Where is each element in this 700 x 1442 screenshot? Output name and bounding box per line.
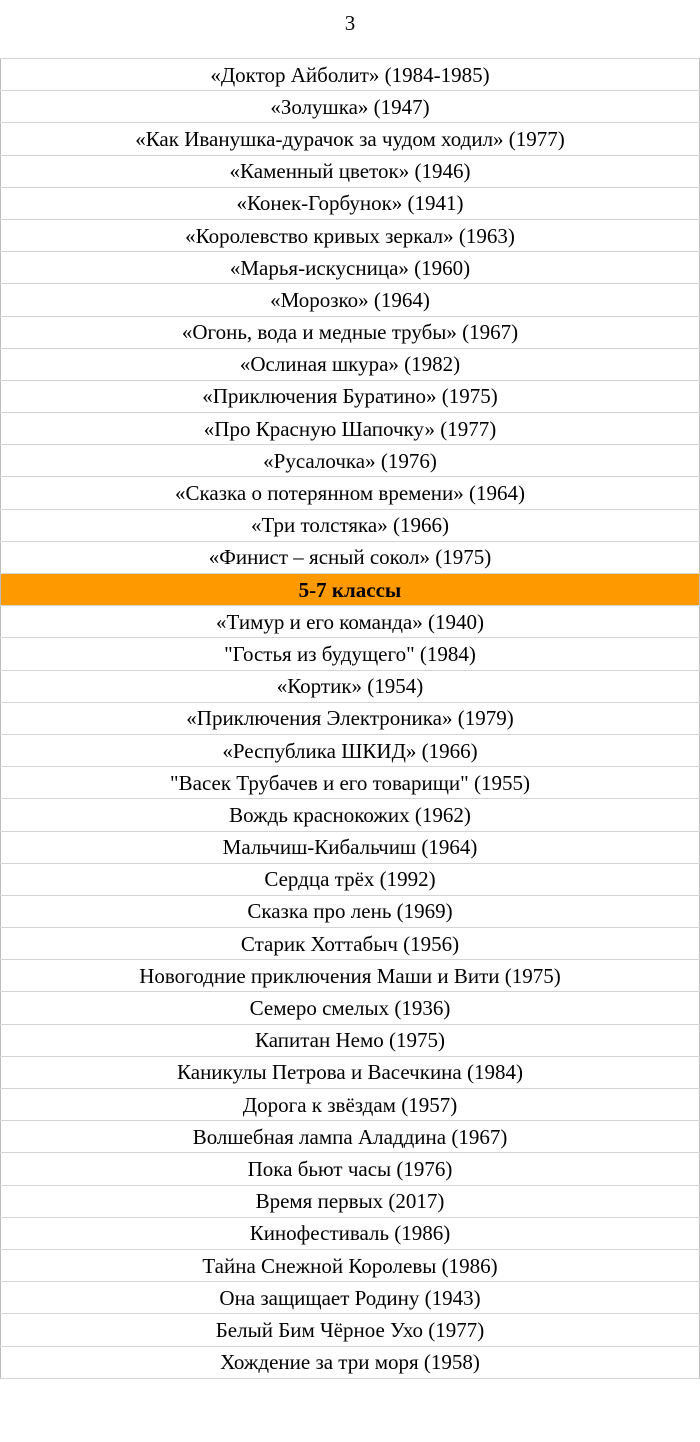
page-number: 3: [344, 11, 356, 35]
film-title-cell: «Кортик» (1954): [1, 670, 700, 702]
film-title-cell: Каникулы Петрова и Васечкина (1984): [1, 1056, 700, 1088]
table-row: [1, 1217, 700, 1249]
film-title-cell: Тайна Снежной Королевы (1986): [1, 1249, 700, 1281]
table-row: [1, 1153, 700, 1185]
film-title-cell: «Каменный цветок» (1946): [1, 155, 700, 187]
film-title-cell: «Ослиная шкура» (1982): [1, 348, 700, 380]
film-title-cell: «Приключения Электроника» (1979): [1, 702, 700, 734]
table-row: [1, 187, 700, 219]
film-title-cell: «Как Иванушка-дурачок за чудом ходил» (1977): [1, 123, 700, 155]
table-row: [1, 895, 700, 927]
film-title-cell: Мальчиш-Кибальчиш (1964): [1, 831, 700, 863]
table-row: [1, 123, 700, 155]
film-title-cell: Она защищает Родину (1943): [1, 1282, 700, 1314]
table-row: [1, 1121, 700, 1153]
table-row: [1, 316, 700, 348]
table-row: [1, 863, 700, 895]
film-title-cell: «Русалочка» (1976): [1, 445, 700, 477]
film-title-cell: «Три толстяка» (1966): [1, 509, 700, 541]
film-title-cell: «Приключения Буратино» (1975): [1, 380, 700, 412]
film-title-cell: «Золушка» (1947): [1, 91, 700, 123]
table-row: [1, 445, 700, 477]
table-row: [1, 413, 700, 445]
table-row: [1, 219, 700, 251]
film-title-cell: «Марья-искусница» (1960): [1, 252, 700, 284]
film-title-cell: «Тимур и его команда» (1940): [1, 606, 700, 638]
table-row: [1, 348, 700, 380]
film-title-cell: Новогодние приключения Маши и Вити (1975): [1, 960, 700, 992]
film-title-cell: "Гостья из будущего" (1984): [1, 638, 700, 670]
film-title-cell: Хождение за три моря (1958): [1, 1346, 700, 1378]
film-title-cell: Белый Бим Чёрное Ухо (1977): [1, 1314, 700, 1346]
table-row: [1, 734, 700, 766]
film-title-cell: «Королевство кривых зеркал» (1963): [1, 219, 700, 251]
table-row: [1, 1314, 700, 1346]
film-title-cell: Сказка про лень (1969): [1, 895, 700, 927]
table-row: [1, 1249, 700, 1281]
film-title-cell: Время первых (2017): [1, 1185, 700, 1217]
film-title-cell: «Огонь, вода и медные трубы» (1967): [1, 316, 700, 348]
section-header-cell: 5-7 классы: [1, 574, 700, 606]
film-title-cell: Вождь краснокожих (1962): [1, 799, 700, 831]
table-row: [1, 767, 700, 799]
table-row: [1, 1089, 700, 1121]
film-title-cell: Семеро смелых (1936): [1, 992, 700, 1024]
table-row: [1, 155, 700, 187]
film-title-cell: Сердца трёх (1992): [1, 863, 700, 895]
table-row: [1, 670, 700, 702]
table-row: [1, 992, 700, 1024]
film-title-cell: «Доктор Айболит» (1984-1985): [1, 59, 700, 91]
table-row: [1, 541, 700, 573]
table-row: [1, 477, 700, 509]
table-row: [1, 1056, 700, 1088]
film-title-cell: "Васек Трубачев и его товарищи" (1955): [1, 767, 700, 799]
table-row: [1, 284, 700, 316]
section-header-row: [1, 574, 700, 606]
film-title-cell: Дорога к звёздам (1957): [1, 1089, 700, 1121]
film-list-table: [0, 58, 700, 1379]
film-title-cell: «Морозко» (1964): [1, 284, 700, 316]
table-row: [1, 252, 700, 284]
film-title-cell: «Про Красную Шапочку» (1977): [1, 413, 700, 445]
table-row: [1, 606, 700, 638]
table-row: [1, 59, 700, 91]
table-row: [1, 799, 700, 831]
film-title-cell: «Финист – ясный сокол» (1975): [1, 541, 700, 573]
table-row: [1, 1346, 700, 1378]
table-row: [1, 960, 700, 992]
film-title-cell: «Республика ШКИД» (1966): [1, 734, 700, 766]
table-row: [1, 638, 700, 670]
table-row: [1, 509, 700, 541]
table-row: [1, 91, 700, 123]
film-title-cell: Капитан Немо (1975): [1, 1024, 700, 1056]
table-row: [1, 1024, 700, 1056]
table-row: [1, 380, 700, 412]
table-row: [1, 1282, 700, 1314]
film-title-cell: Кинофестиваль (1986): [1, 1217, 700, 1249]
film-title-cell: «Конек-Горбунок» (1941): [1, 187, 700, 219]
table-row: [1, 702, 700, 734]
table-row: [1, 831, 700, 863]
table-row: [1, 1185, 700, 1217]
film-title-cell: Волшебная лампа Аладдина (1967): [1, 1121, 700, 1153]
film-title-cell: «Сказка о потерянном времени» (1964): [1, 477, 700, 509]
film-title-cell: Пока бьют часы (1976): [1, 1153, 700, 1185]
film-title-cell: Старик Хоттабыч (1956): [1, 928, 700, 960]
table-row: [1, 928, 700, 960]
